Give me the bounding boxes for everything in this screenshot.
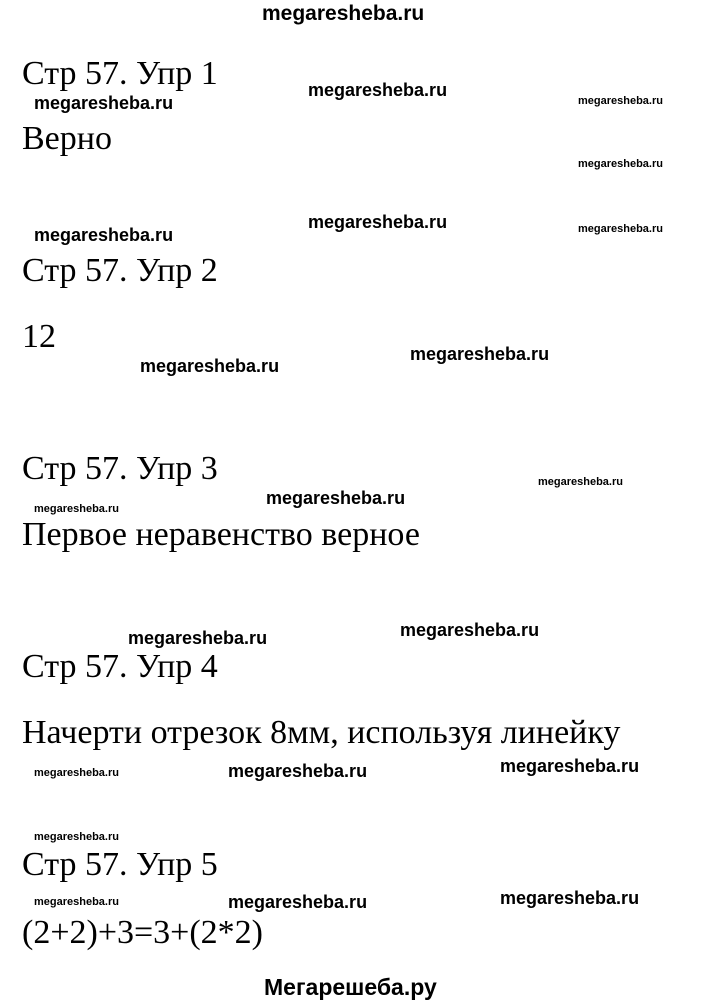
exercise-2-answer: 12 [22, 318, 56, 355]
exercise-3-title: Стр 57. Упр 3 [22, 450, 218, 487]
watermark: megaresheba.ru [228, 761, 368, 781]
exercise-3-answer: Первое неравенство верное [22, 516, 420, 553]
exercise-2-title: Стр 57. Упр 2 [22, 252, 218, 289]
watermark: megaresheba.ru [400, 620, 540, 640]
exercise-5-answer: (2+2)+3=3+(2*2) [22, 914, 263, 951]
site-footer: Мегарешеба.ру [264, 974, 437, 1000]
watermark: megaresheba.ru [34, 831, 119, 843]
watermark: megaresheba.ru [308, 80, 448, 100]
exercise-1-title: Стр 57. Упр 1 [22, 55, 218, 92]
watermark: megaresheba.ru [34, 767, 119, 779]
exercise-5-title: Стр 57. Упр 5 [22, 846, 218, 883]
watermark: megaresheba.ru [538, 476, 623, 488]
watermark: megaresheba.ru [34, 503, 119, 515]
watermark: megaresheba.ru [578, 95, 663, 107]
watermark: megaresheba.ru [34, 225, 174, 245]
watermark: megaresheba.ru [500, 756, 640, 776]
watermark: megaresheba.ru [266, 488, 406, 508]
watermark: megaresheba.ru [228, 892, 368, 912]
watermark: megaresheba.ru [578, 223, 663, 235]
site-header: megaresheba.ru [262, 2, 425, 25]
exercise-1-answer: Верно [22, 120, 112, 157]
watermark: megaresheba.ru [578, 158, 663, 170]
watermark: megaresheba.ru [410, 344, 550, 364]
exercise-4-title: Стр 57. Упр 4 [22, 648, 218, 685]
watermark: megaresheba.ru [34, 896, 119, 908]
watermark: megaresheba.ru [34, 93, 174, 113]
watermark: megaresheba.ru [308, 212, 448, 232]
watermark: megaresheba.ru [500, 888, 640, 908]
watermark: megaresheba.ru [128, 628, 268, 648]
exercise-4-answer: Начерти отрезок 8мм, используя линейку [22, 714, 621, 751]
watermark: megaresheba.ru [140, 356, 280, 376]
